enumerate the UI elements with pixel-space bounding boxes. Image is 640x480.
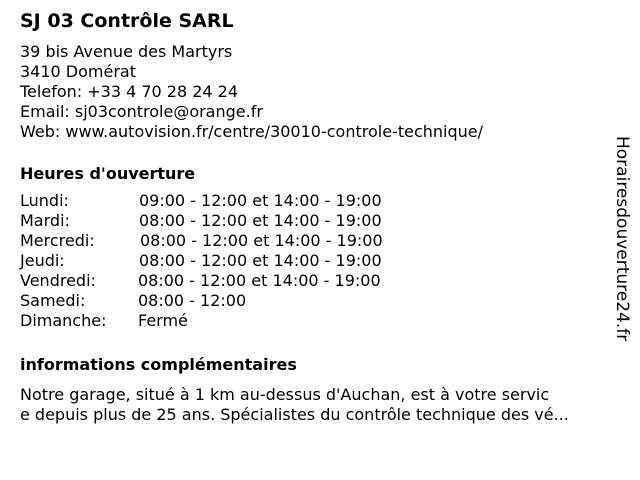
hours-row bbox=[20, 271, 381, 291]
hours-day: Jeudi: bbox=[20, 251, 65, 270]
description-line: Notre garage, situé à 1 km au-dessus d'Auchan, est à votre servic bbox=[20, 385, 550, 404]
additional-info-title: informations complémentaires bbox=[20, 355, 297, 374]
hours-time: 09:00 - 12:00 et 14:00 - 19:00 bbox=[139, 191, 382, 210]
description-line: e depuis plus de 25 ans. Spécialistes du contrôle technique des vé... bbox=[20, 405, 569, 424]
hours-day: Samedi: bbox=[20, 291, 86, 310]
hours-time: Fermé bbox=[138, 311, 188, 330]
hours-row bbox=[20, 191, 382, 211]
hours-time: 08:00 - 12:00 et 14:00 - 19:00 bbox=[139, 251, 382, 270]
brand-text: Horairesdouverture24.fr bbox=[612, 136, 632, 342]
business-card bbox=[20, 8, 610, 142]
hours-time: 08:00 - 12:00 et 14:00 - 19:00 bbox=[139, 211, 382, 230]
web-line: Web: www.autovision.fr/centre/30010-controle-technique/ bbox=[20, 122, 483, 141]
hours-row bbox=[20, 311, 195, 331]
hours-row bbox=[20, 251, 382, 271]
hours-row bbox=[20, 211, 382, 231]
email-line: Email: sj03controle@orange.fr bbox=[20, 102, 263, 121]
address-city: 3410 Domérat bbox=[20, 62, 136, 81]
hours-time: 08:00 - 12:00 et 14:00 - 19:00 bbox=[140, 231, 383, 250]
hours-row bbox=[20, 231, 383, 251]
hours-time: 08:00 - 12:00 bbox=[138, 291, 247, 310]
opening-hours-title: Heures d'ouverture bbox=[20, 164, 196, 183]
address-street: 39 bis Avenue des Martyrs bbox=[20, 42, 233, 61]
hours-day: Mercredi: bbox=[20, 231, 95, 250]
hours-day: Lundi: bbox=[20, 191, 69, 210]
phone-line: Telefon: +33 4 70 28 24 24 bbox=[20, 82, 239, 101]
opening-hours bbox=[20, 164, 383, 331]
additional-info bbox=[20, 355, 620, 425]
hours-day: Vendredi: bbox=[20, 271, 96, 290]
hours-day: Dimanche: bbox=[20, 311, 107, 330]
hours-row bbox=[20, 291, 247, 311]
hours-time: 08:00 - 12:00 et 14:00 - 19:00 bbox=[138, 271, 381, 290]
hours-day: Mardi: bbox=[20, 211, 70, 230]
business-name: SJ 03 Contrôle SARL bbox=[20, 10, 234, 32]
vertical-brand-watermark bbox=[612, 136, 632, 372]
